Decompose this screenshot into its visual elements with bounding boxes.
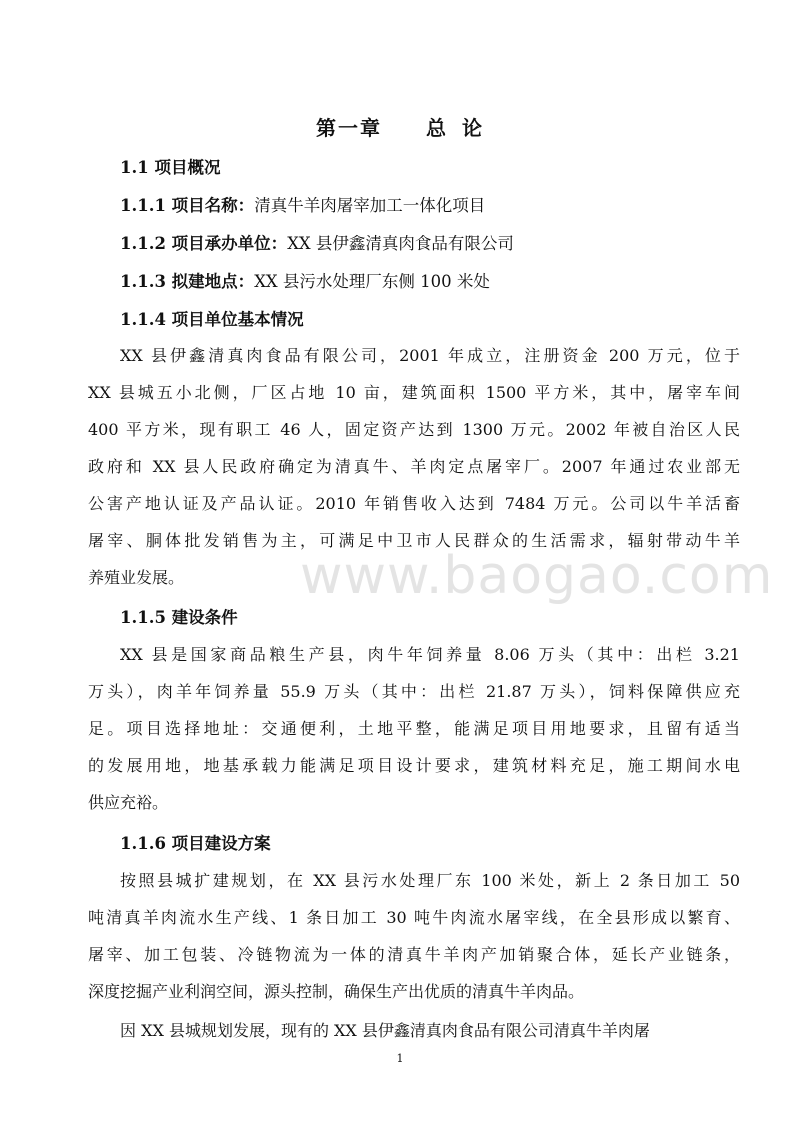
paragraph-line: 供应充裕。 — [88, 793, 169, 812]
watermark: www.baogao.com — [300, 546, 774, 606]
chapter-title-part2a: 总 — [426, 116, 448, 140]
paragraph-line: XX 县城五小北侧，厂区占地 10 亩，建筑面积 1500 平方米，其中，屠宰车间 — [88, 383, 740, 402]
heading-1-1-3-value: XX 县污水处理厂东侧 100 米处 — [254, 272, 490, 291]
heading-1-1-1-label: 1.1.1 项目名称： — [120, 196, 255, 215]
page-number: 1 — [396, 1052, 404, 1065]
heading-1-1-4: 1.1.4 项目单位基本情况 — [120, 310, 304, 329]
heading-1-1-1-value: 清真牛羊肉屠宰加工一体化项目 — [254, 196, 486, 215]
paragraph-line: 足。项目选择地址：交通便利，土地平整，能满足项目用地要求，且留有适当 — [88, 719, 740, 738]
heading-1-1-2-label: 1.1.2 项目承办单位： — [120, 234, 288, 253]
chapter-title-part1: 第一章 — [316, 116, 382, 140]
paragraph-line: 屠宰、加工包装、冷链物流为一体的清真牛羊肉产加销聚合体，延长产业链条， — [88, 945, 740, 964]
paragraph-line: 屠宰、胴体批发销售为主，可满足中卫市人民群众的生活需求，辐射带动牛羊 — [88, 531, 740, 550]
paragraph-line: 的发展用地，地基承载力能满足项目设计要求，建筑材料充足，施工期间水电 — [88, 756, 740, 775]
heading-1-1-3-label: 1.1.3 拟建地点： — [120, 272, 255, 291]
paragraph-line: 按照县城扩建规划，在 XX 县污水处理厂东 100 米处，新上 2 条日加工 50 — [120, 871, 740, 890]
heading-1-1: 1.1 项目概况 — [120, 158, 221, 177]
paragraph-line: 公害产地认证及产品认证。2010 年销售收入达到 7484 万元。公司以牛羊活畜 — [88, 494, 740, 513]
paragraph-line: 吨清真羊肉流水生产线、1 条日加工 30 吨牛肉流水屠宰线，在全县形成以繁育、 — [88, 908, 740, 927]
heading-1-1-5: 1.1.5 建设条件 — [120, 608, 238, 627]
heading-1-1-2-value: XX 县伊鑫清真肉食品有限公司 — [287, 234, 514, 253]
paragraph-line: 深度挖掘产业利润空间，源头控制，确保生产出优质的清真牛羊肉品。 — [88, 982, 585, 1001]
chapter-title — [0, 112, 800, 141]
heading-1-1-6: 1.1.6 项目建设方案 — [120, 834, 271, 853]
chapter-title-part2b: 论 — [462, 116, 484, 140]
paragraph-line: 万头），肉羊年饲养量 55.9 万头（其中：出栏 21.87 万头），饲料保障供应充 — [88, 682, 740, 701]
heading-1-1-1 — [120, 192, 485, 216]
paragraph-line: 因 XX 县城规划发展，现有的 XX 县伊鑫清真肉食品有限公司清真牛羊肉屠 — [120, 1021, 650, 1040]
paragraph-line: XX 县是国家商品粮生产县，肉牛年饲养量 8.06 万头（其中：出栏 3.21 — [120, 645, 740, 664]
heading-1-1-2 — [120, 230, 514, 254]
paragraph-line: 政府和 XX 县人民政府确定为清真牛、羊肉定点屠宰厂。2007 年通过农业部无 — [88, 457, 740, 476]
paragraph-line: 养殖业发展。 — [88, 568, 185, 587]
paragraph-line: XX 县伊鑫清真肉食品有限公司，2001 年成立，注册资金 200 万元，位于 — [120, 346, 740, 365]
paragraph-line: 400 平方米，现有职工 46 人，固定资产达到 1300 万元。2002 年被自治区人民 — [88, 420, 740, 439]
heading-1-1-3 — [120, 268, 490, 292]
